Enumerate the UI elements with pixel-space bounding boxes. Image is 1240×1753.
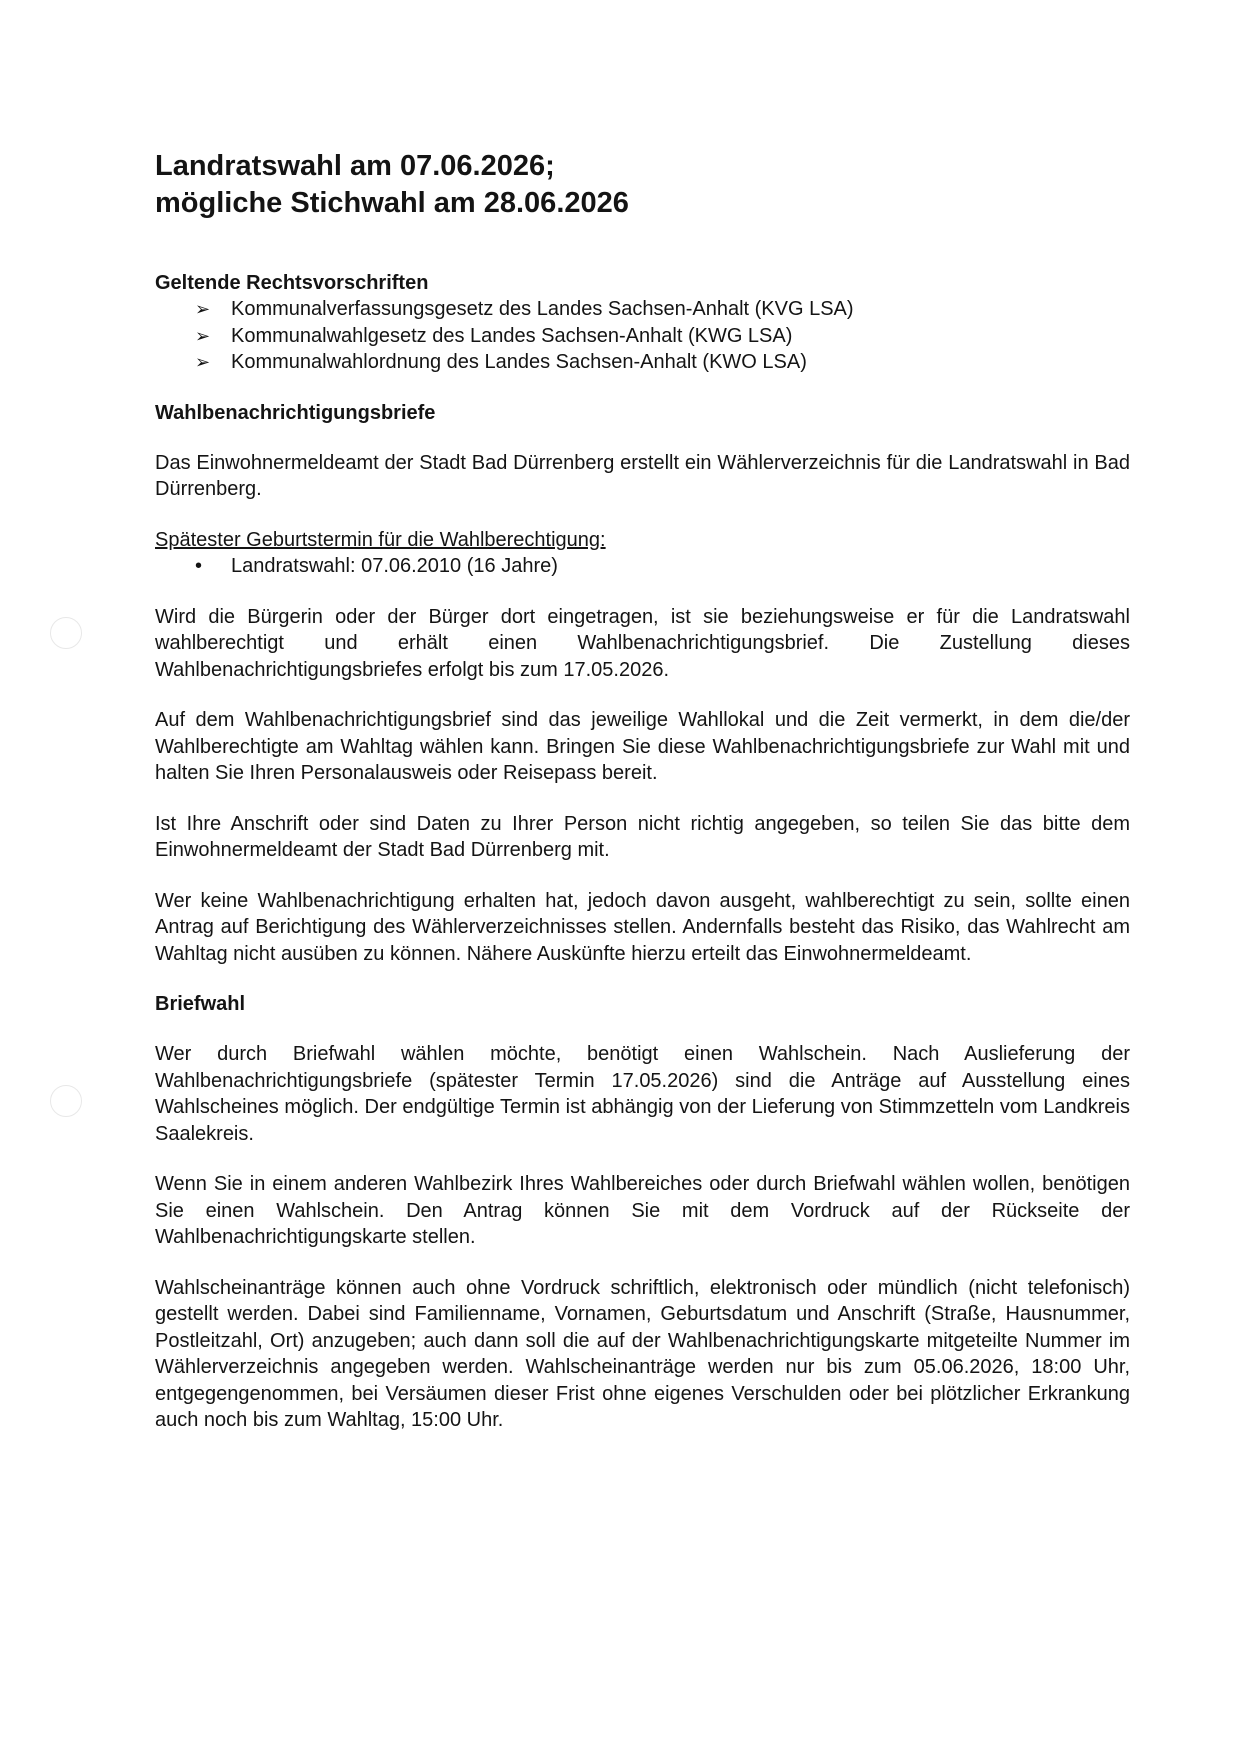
paragraph: Ist Ihre Anschrift oder sind Daten zu Ihrer Person nicht richtig angegeben, so teilen Sie das bitte dem Einwohnermeldeamt der Stadt Bad Dürrenberg mit.	[155, 812, 1130, 861]
birth-deadline-list	[155, 553, 1130, 580]
bullet-icon: •	[195, 555, 203, 577]
list-item-text: Kommunalwahlordnung des Landes Sachsen-Anhalt (KWO LSA)	[231, 351, 807, 373]
document-page	[155, 148, 1130, 1434]
list-item-text: Kommunalverfassungsgesetz des Landes Sachsen-Anhalt (KVG LSA)	[231, 298, 854, 320]
list-item	[155, 296, 1130, 323]
law-list	[155, 296, 1130, 376]
page-title	[155, 148, 1130, 222]
paragraph: Wer durch Briefwahl wählen möchte, benötigt einen Wahlschein. Nach Auslieferung der Wahlbenachrichtigungsbriefe (spätester Termin 17.05.2026) sind die Anträge auf Ausstellung eines Wahlscheines möglich. Der endgültige Termin ist abhängig von der Lieferung von Stimmzetteln vom Landkreis Saalekreis.	[155, 1043, 1130, 1145]
section-heading-wahlbenachrichtigung: Wahlbenachrichtigungsbriefe	[155, 401, 436, 424]
title-line-2: mögliche Stichwahl am 28.06.2026	[155, 187, 629, 219]
list-item	[155, 349, 1130, 376]
paragraph: Wahlscheinanträge können auch ohne Vordruck schriftlich, elektronisch oder mündlich (nicht telefonisch) gestellt werden. Dabei sind Familienname, Vornamen, Geburtsdatum und Anschrift (Straße, Hausnummer, Postleitzahl, Ort) anzugeben; auch dann soll die auf der Wahlbenachrichtigungskarte mitgeteilte Nummer im Wählerverzeichnis angegeben werden. Wahlscheinanträge werden nur bis zum 05.06.2026, 18:00 Uhr, entgegengenommen, bei Versäumen dieser Frist ohne eigenes Verschulden oder bei plötzlicher Erkrankung auch noch bis zum Wahltag, 15:00 Uhr.	[155, 1276, 1130, 1431]
paragraph: Wird die Bürgerin oder der Bürger dort eingetragen, ist sie beziehungsweise er für die Landratswahl wahlberechtigt und erhält einen Wahlbenachrichtigungsbrief. Die Zustellung dieses Wahlbenachrichtigungsbriefes erfolgt bis zum 17.05.2026.	[155, 605, 1130, 681]
arrow-bullet-icon: ➢	[195, 299, 211, 319]
paragraph: Auf dem Wahlbenachrichtigungsbrief sind das jeweilige Wahllokal und die Zeit vermerkt, in dem die/der Wahlberechtigte am Wahltag wählen kann. Bringen Sie diese Wahlbenachrichtigungsbriefe zur Wahl mit und halten Sie Ihren Personalausweis oder Reisepass bereit.	[155, 709, 1130, 784]
section-wahlbenachrichtigung	[155, 400, 1130, 968]
punch-hole-lower	[50, 1085, 82, 1117]
arrow-bullet-icon: ➢	[195, 325, 211, 346]
title-line-1: Landratswahl am 07.06.2026;	[155, 150, 555, 182]
paragraph: Wer keine Wahlbenachrichtigung erhalten hat, jedoch davon ausgeht, wahlberechtigt zu sein, sollte einen Antrag auf Berichtigung des Wählerverzeichnisses stellen. Andernfalls besteht das Risiko, das Wahlrecht am Wahltag nicht ausüben zu können. Nähere Auskünfte hierzu erteilt das Einwohnermeldeamt.	[155, 889, 1130, 965]
section-rechtsvorschriften	[155, 270, 1130, 376]
birth-deadline-heading: Spätester Geburtstermin für die Wahlberechtigung:	[155, 528, 606, 551]
punch-hole-upper	[50, 617, 82, 649]
section-heading-briefwahl: Briefwahl	[155, 993, 246, 1015]
list-item-text: Landratswahl: 07.06.2010 (16 Jahre)	[231, 555, 558, 577]
paragraph: Das Einwohnermeldeamt der Stadt Bad Dürrenberg erstellt ein Wählerverzeichnis für die Landratswahl in Bad Dürrenberg.	[155, 451, 1130, 500]
arrow-bullet-icon: ➢	[195, 352, 211, 372]
list-item	[155, 323, 1130, 350]
list-item	[155, 553, 1130, 580]
paragraph: Wenn Sie in einem anderen Wahlbezirk Ihres Wahlbereiches oder durch Briefwahl wählen wollen, benötigen Sie einen Wahlschein. Den Antrag können Sie mit dem Vordruck auf der Rückseite der Wahlbenachrichtigungskarte stellen.	[155, 1173, 1130, 1248]
section-heading-rechtsvorschriften: Geltende Rechtsvorschriften	[155, 272, 429, 294]
list-item-text: Kommunalwahlgesetz des Landes Sachsen-Anhalt (KWG LSA)	[231, 324, 793, 347]
section-briefwahl	[155, 991, 1130, 1434]
